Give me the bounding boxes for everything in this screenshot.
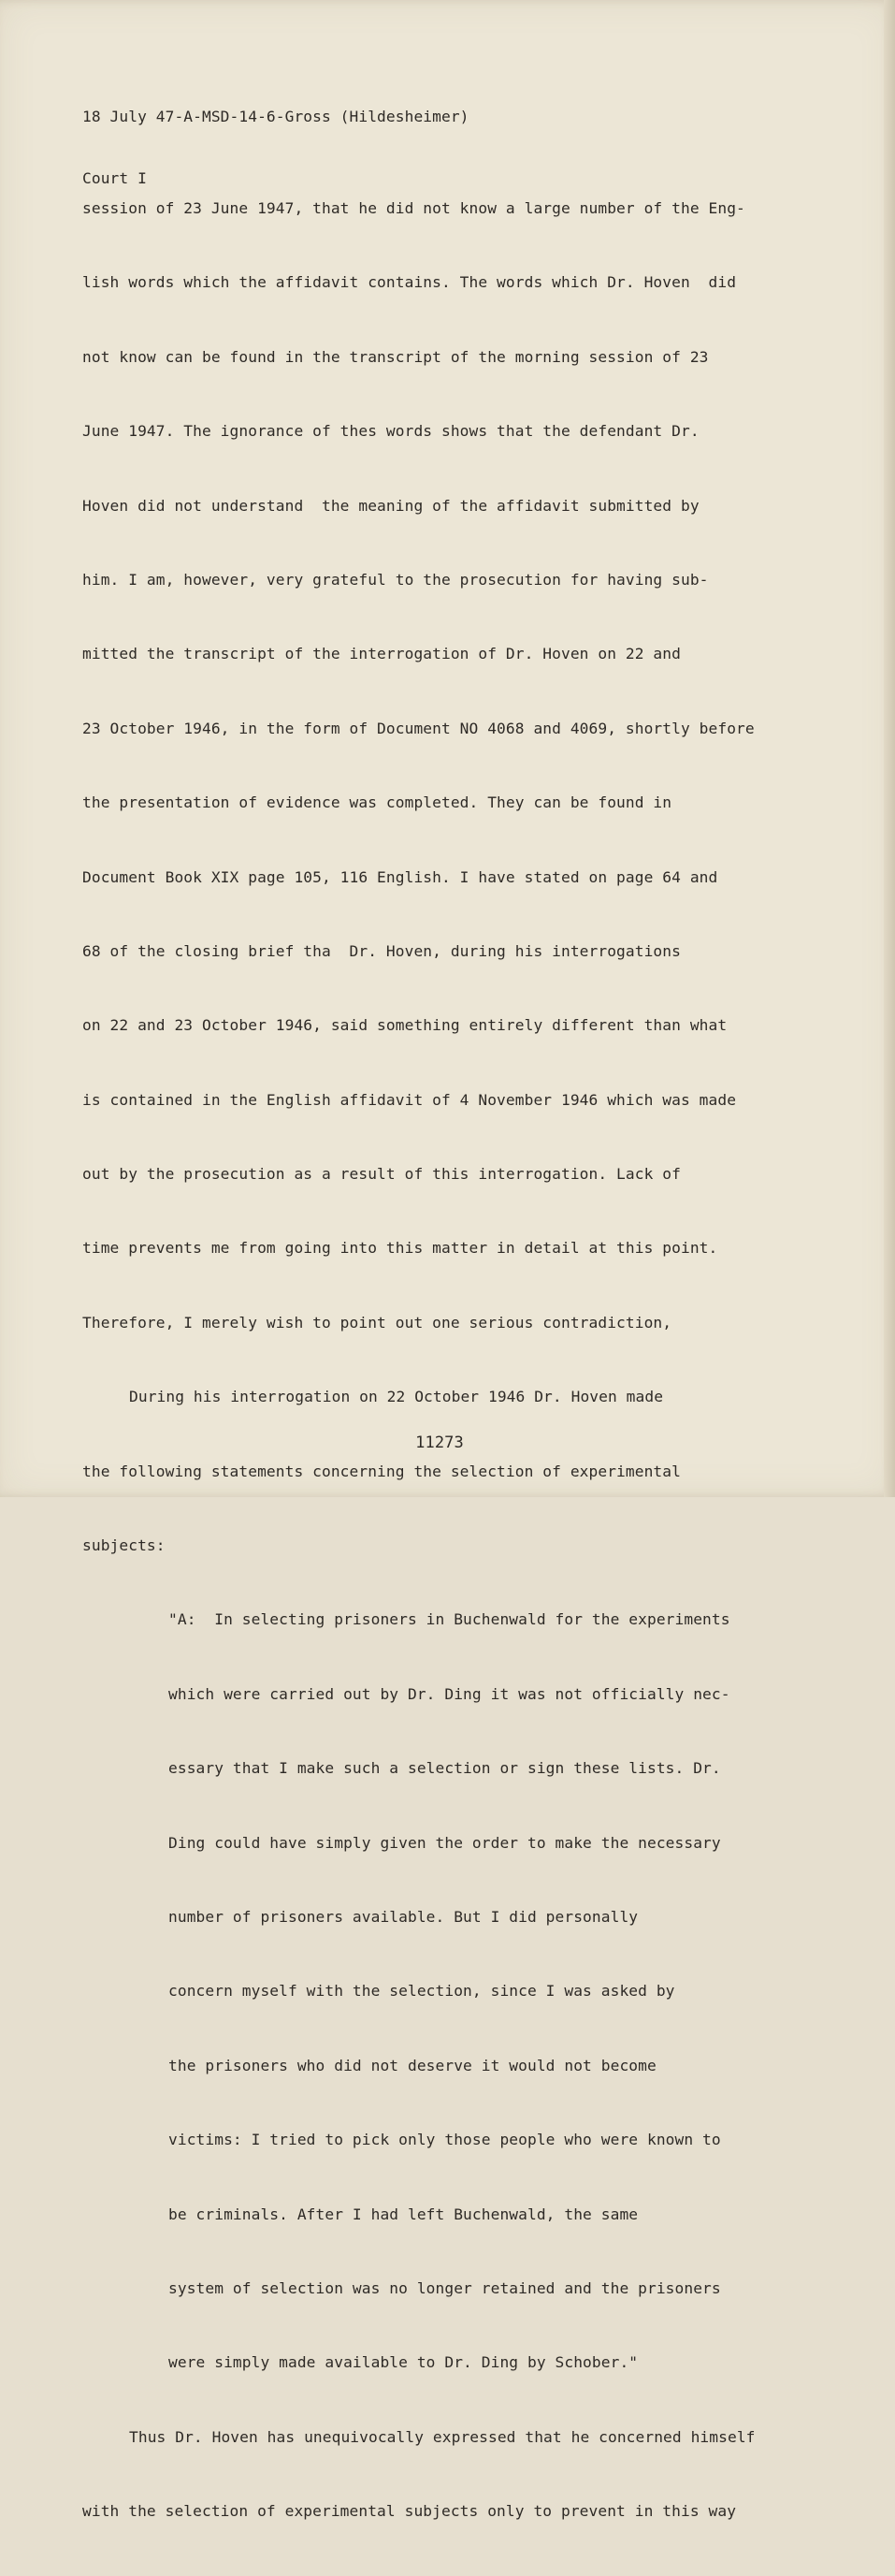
text-line: time prevents me from going into this matter in detail at this point. (82, 1239, 718, 1258)
quote-line: essary that I make such a selection or sign these lists. Dr. (168, 1759, 721, 1778)
text-line: subjects: (82, 1536, 166, 1555)
header-court-line: Court I (82, 169, 147, 187)
quote-line: concern myself with the selection, since I was asked by (168, 1982, 675, 2001)
text-line: 68 of the closing brief tha Dr. Hoven, during his interrogations (82, 941, 681, 960)
text-line: 23 October 1946, in the form of Document NO 4068 and 4069, shortly before (82, 719, 755, 737)
text-line: Hoven did not understand the meaning of the affidavit submitted by (82, 496, 700, 515)
quote-line: which were carried out by Dr. Ding it was not officially nec- (168, 1684, 730, 1703)
page-edge (884, 0, 895, 1497)
quote-line: victims: I tried to pick only those people who were known to (168, 2131, 721, 2149)
quote-line: "A: In selecting prisoners in Buchenwald for the experiments (168, 1610, 730, 1629)
text-line: the following statements concerning the selection of experimental (82, 1462, 681, 1480)
text-line: is contained in the English affidavit of 4 November 1946 which was made (82, 1090, 737, 1109)
text-line: with the selection of experimental subjects only to prevent in this way (82, 2502, 737, 2521)
text-line: Therefore, I merely wish to point out one serious contradiction, (82, 1313, 672, 1332)
text-line: mitted the transcript of the interrogation of Dr. Hoven on 22 and (82, 645, 681, 663)
text-line: Document Book XIX page 105, 116 English. I have stated on page 64 and (82, 867, 718, 886)
header-reference-line: 18 July 47-A-MSD-14-6-Gross (Hildesheimer) (82, 108, 469, 125)
quote-line: system of selection was no longer retained and the prisoners (168, 2278, 721, 2297)
text-line: him. I am, however, very grateful to the prosecution for having sub- (82, 570, 709, 589)
text-line: the presentation of evidence was completed. They can be found in (82, 793, 672, 812)
quote-line: be criminals. After I had left Buchenwald, the same (168, 2205, 639, 2223)
quote-line: number of prisoners available. But I did personally (168, 1907, 639, 1926)
text-line: Thus Dr. Hoven has unequivocally expressed that he concerned himself (129, 2427, 756, 2446)
text-line: June 1947. The ignorance of thes words shows that the defendant Dr. (82, 422, 700, 441)
quote-line: the prisoners who did not deserve it would not become (168, 2056, 657, 2074)
text-line: session of 23 June 1947, that he did not know a large number of the Eng- (82, 199, 745, 217)
text-line: lish words which the affidavit contains. The words which Dr. Hoven did (82, 273, 737, 292)
quote-line: were simply made available to Dr. Ding by Schober." (168, 2353, 639, 2372)
text-line: not know can be found in the transcript of the morning session of 23 (82, 347, 709, 366)
text-line: During his interrogation on 22 October 1946 Dr. Hoven made (129, 1388, 664, 1406)
text-line: on 22 and 23 October 1946, said something entirely different than what (82, 1016, 728, 1035)
page-number: 11273 (415, 1434, 464, 1452)
quote-line: Ding could have simply given the order to make the necessary (168, 1833, 721, 1852)
document-body (82, 163, 756, 2576)
text-line: out by the prosecution as a result of this interrogation. Lack of (82, 1165, 681, 1184)
